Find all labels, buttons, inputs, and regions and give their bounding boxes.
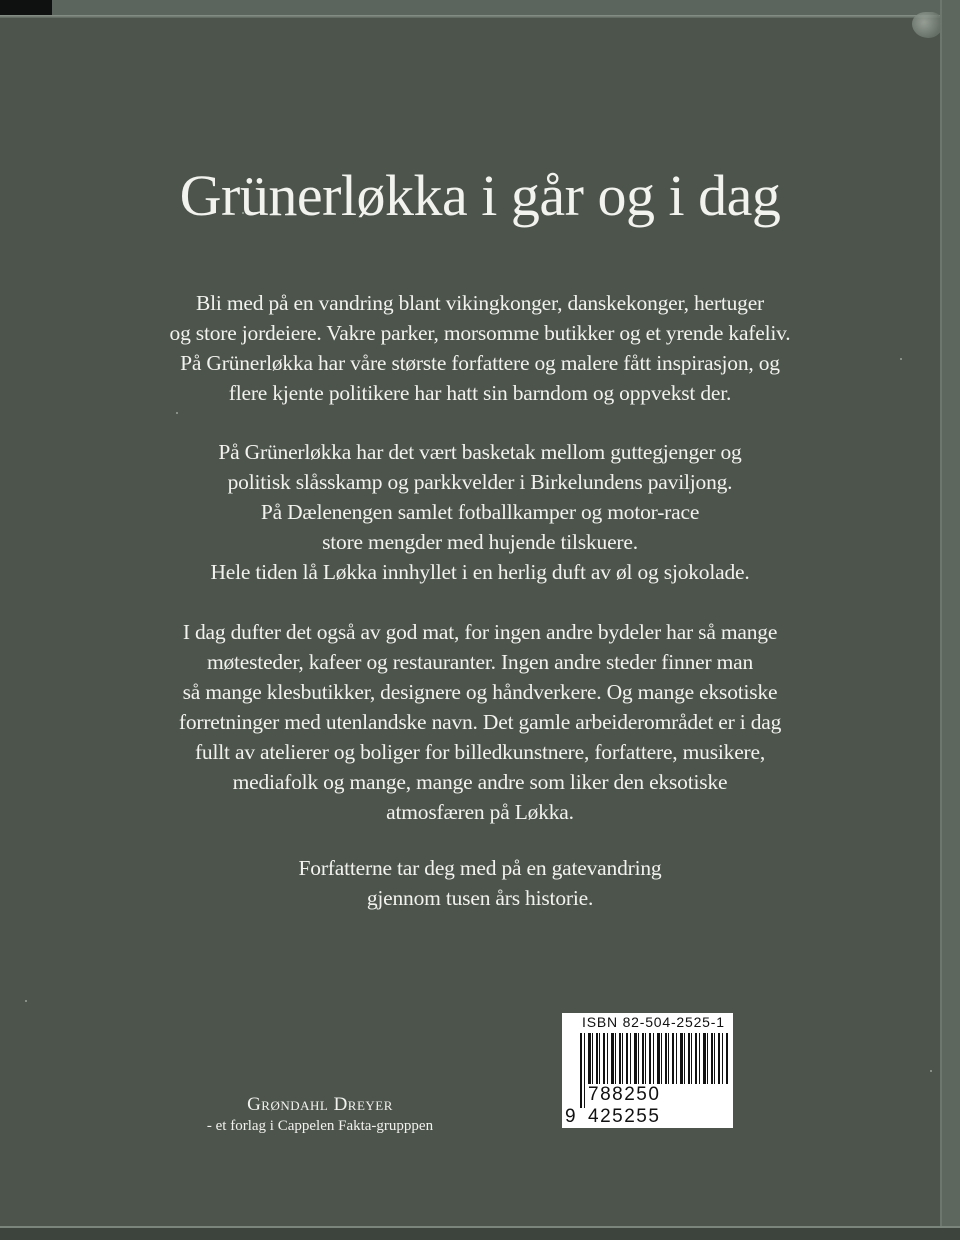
blurb-line: store mengder med hujende tilskuere.: [322, 530, 638, 554]
dust-speck: [25, 1000, 27, 1002]
book-title: Grünerløkka i går og i dag: [179, 163, 781, 228]
blurb-paragraph-4: [0, 853, 960, 913]
blurb-line: og store jordeiere. Vakre parker, morsomme butikker og et yrende kafeliv.: [169, 321, 791, 345]
publisher-subtitle: - et forlag i Cappelen Fakta-grupppen: [206, 1118, 434, 1134]
blurb-line: Bli med på en vandring blant vikingkonger, danskekonger, hertuger: [195, 291, 764, 315]
blurb-paragraph-1: [0, 288, 960, 408]
cover-top-edge: [0, 15, 940, 18]
blurb-line: atmosfæren på Løkka.: [386, 800, 574, 824]
ean-digits: 788250 425255: [586, 1084, 733, 1128]
blurb-line: Forfatterne tar deg med på en gatevandring: [298, 856, 662, 880]
scanner-background: [0, 0, 52, 16]
blurb-line: På Grünerløkka har det vært basketak mellom guttegjenger og: [218, 440, 742, 464]
publisher-imprint: [200, 1094, 440, 1136]
blurb-line: forretninger med utenlandske navn. Det gamle arbeiderområdet er i dag: [178, 710, 782, 734]
blurb-line: politisk slåsskamp og parkkvelder i Birkelundens paviljong.: [227, 470, 733, 494]
isbn-barcode: [562, 1013, 733, 1128]
blurb-paragraph-2: [0, 437, 960, 587]
blurb-line: mediafolk og mange, mange andre som liker den eksotiske: [232, 770, 728, 794]
blurb-line: fullt av atelierer og boliger for billedkunstnere, forfattere, musikere,: [194, 740, 766, 764]
blurb-line: På Dælenengen samlet fotballkamper og motor-race: [260, 500, 700, 524]
blurb-line: Hele tiden lå Løkka innhyllet i en herlig duft av øl og sjokolade.: [210, 560, 750, 584]
blurb-line: møtesteder, kafeer og restauranter. Ingen andre steder finner man: [206, 650, 754, 674]
blurb-line: så mange klesbutikker, designere og håndverkere. Og mange eksotiske: [182, 680, 778, 704]
isbn-number: ISBN 82-504-2525-1: [582, 1014, 725, 1030]
dust-speck: [930, 1070, 932, 1072]
publisher-name: Grøndahl Dreyer: [247, 1094, 393, 1115]
ean-first-digit: 9: [565, 1106, 576, 1127]
blurb-paragraph-3: [0, 617, 960, 827]
worn-corner: [912, 12, 942, 38]
blurb-line: flere kjente politikere har hatt sin barndom og oppvekst der.: [228, 381, 732, 405]
dust-speck: [176, 412, 178, 414]
blurb-line: På Grünerløkka har våre største forfattere og malere fått inspirasjon, og: [180, 351, 780, 375]
blurb-line: I dag dufter det også av god mat, for ingen andre bydeler har så mange: [182, 620, 778, 644]
scanner-top-strip: [52, 0, 960, 16]
cover-bottom-edge: [0, 1226, 960, 1240]
blurb-line: gjennom tusen års historie.: [366, 886, 594, 910]
